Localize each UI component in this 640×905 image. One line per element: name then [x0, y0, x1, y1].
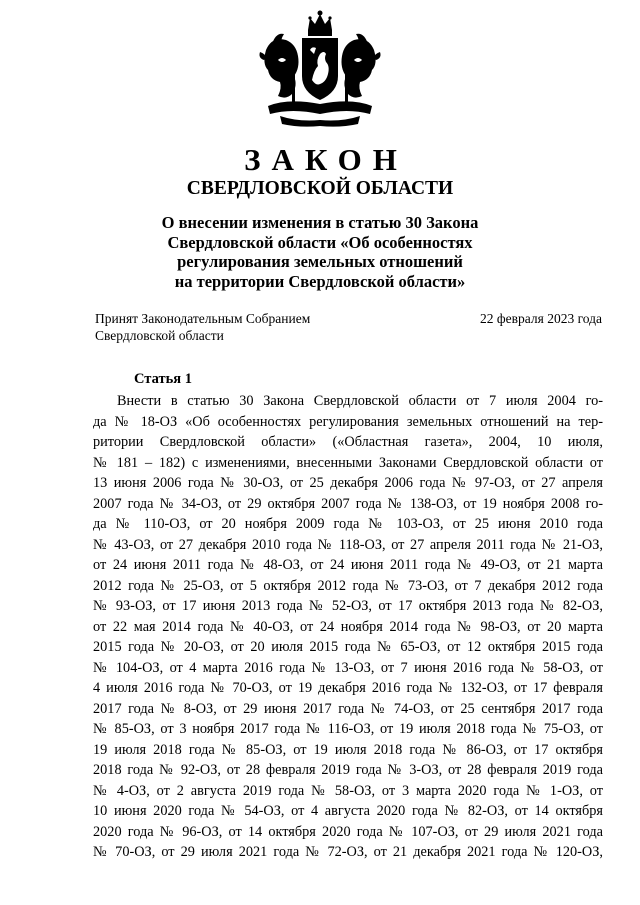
- article-text-line: 2018 года № 92-ОЗ, от 28 февраля 2019 года № 3-ОЗ, от 28 февраля 2019 года: [93, 762, 603, 778]
- article-text-line: от 22 мая 2014 года № 40-ОЗ, от 24 ноября 2014 года № 98-ОЗ, от 20 марта: [93, 618, 603, 635]
- article-text-line: 13 июня 2006 года № 30-ОЗ, от 25 декабря 2006 года № 97-ОЗ, от 27 апреля: [93, 475, 603, 491]
- adoption-statement: [95, 310, 310, 344]
- adoption-line: Принят Законодательным Собранием: [95, 311, 311, 326]
- article-text-line: 19 июля 2018 года № 85-ОЗ, от 19 июля 2018 года № 86-ОЗ, от 17 октября: [93, 741, 603, 758]
- law-title-line: Свердловской области «Об особенностях: [167, 232, 473, 252]
- article-text-line: 4 июля 2016 года № 70-ОЗ, от 19 декабря 2016 года № 132-ОЗ, от 17 февраля: [93, 680, 603, 696]
- law-title: [0, 213, 640, 291]
- article-text-line: 10 июня 2020 года № 54-ОЗ, от 4 августа 2020 года № 82-ОЗ, от 14 октября: [93, 803, 603, 819]
- adoption-line: Свердловской области: [95, 328, 224, 343]
- article-text-line: от 24 июня 2011 года № 48-ОЗ, от 24 июня 2011 года № 49-ОЗ, от 21 марта: [93, 557, 603, 573]
- article-heading: Статья 1: [134, 371, 192, 387]
- article-text-line: № 104-ОЗ, от 4 марта 2016 года № 13-ОЗ, от 7 июня 2016 года № 58-ОЗ, от: [93, 659, 603, 676]
- article-text-line: 2020 года № 96-ОЗ, от 14 октября 2020 года № 107-ОЗ, от 29 июля 2021 года: [93, 823, 603, 840]
- article-text-line: да № 110-ОЗ, от 20 ноября 2009 года № 103-ОЗ, от 25 июня 2010 года: [93, 516, 603, 532]
- article-text-line: № 93-ОЗ, от 17 июня 2013 года № 52-ОЗ, от 17 октября 2013 года № 82-ОЗ,: [93, 598, 603, 614]
- article-text-line: № 70-ОЗ, от 29 июля 2021 года № 72-ОЗ, от 21 декабря 2021 года № 120-ОЗ,: [93, 844, 603, 860]
- coat-of-arms-icon: [258, 10, 382, 130]
- article-text-line: 2007 года № 34-ОЗ, от 29 октября 2007 года № 138-ОЗ, от 19 ноября 2008 го-: [93, 495, 603, 512]
- article-text-line: Внести в статью 30 Закона Свердловской области от 7 июля 2004 го-: [117, 393, 603, 409]
- law-title-line: О внесении изменения в статью 30 Закона: [161, 213, 479, 232]
- article-text-line: 2012 года № 25-ОЗ, от 5 октября 2012 года № 73-ОЗ, от 7 декабря 2012 года: [93, 577, 603, 594]
- article-text-line: 2017 года № 8-ОЗ, от 29 июня 2017 года № 74-ОЗ, от 25 сентября 2017 года: [93, 700, 603, 717]
- document-type-title: ЗАКОН: [244, 142, 408, 177]
- article-text-line: ритории Свердловской области» («Областная газета», 2004, 10 июля,: [93, 434, 603, 450]
- region-title: СВЕРДЛОВСКОЙ ОБЛАСТИ: [186, 178, 454, 199]
- article-text-line: № 181 – 182) с изменениями, внесенными Законами Свердловской области от: [93, 454, 603, 471]
- law-title-line: регулирования земельных отношений: [177, 252, 463, 271]
- article-text-line: № 85-ОЗ, от 3 ноября 2017 года № 116-ОЗ, от 19 июля 2018 года № 75-ОЗ, от: [93, 721, 603, 737]
- article-text-line: № 43-ОЗ, от 27 декабря 2010 года № 118-ОЗ, от 27 апреля 2011 года № 21-ОЗ,: [93, 536, 603, 553]
- article-body: [93, 391, 603, 863]
- law-title-line: на территории Свердловской области»: [174, 271, 466, 291]
- article-text-line: 2015 года № 20-ОЗ, от 20 июля 2015 года № 65-ОЗ, от 12 октября 2015 года: [93, 639, 603, 655]
- adoption-date: 22 февраля 2023 года: [480, 311, 602, 326]
- article-text-line: № 4-ОЗ, от 2 августа 2019 года № 58-ОЗ, от 3 марта 2020 года № 1-ОЗ, от: [93, 782, 603, 799]
- article-text-line: да № 18-ОЗ «Об особенностях регулирования земельных отношений на тер-: [93, 413, 603, 430]
